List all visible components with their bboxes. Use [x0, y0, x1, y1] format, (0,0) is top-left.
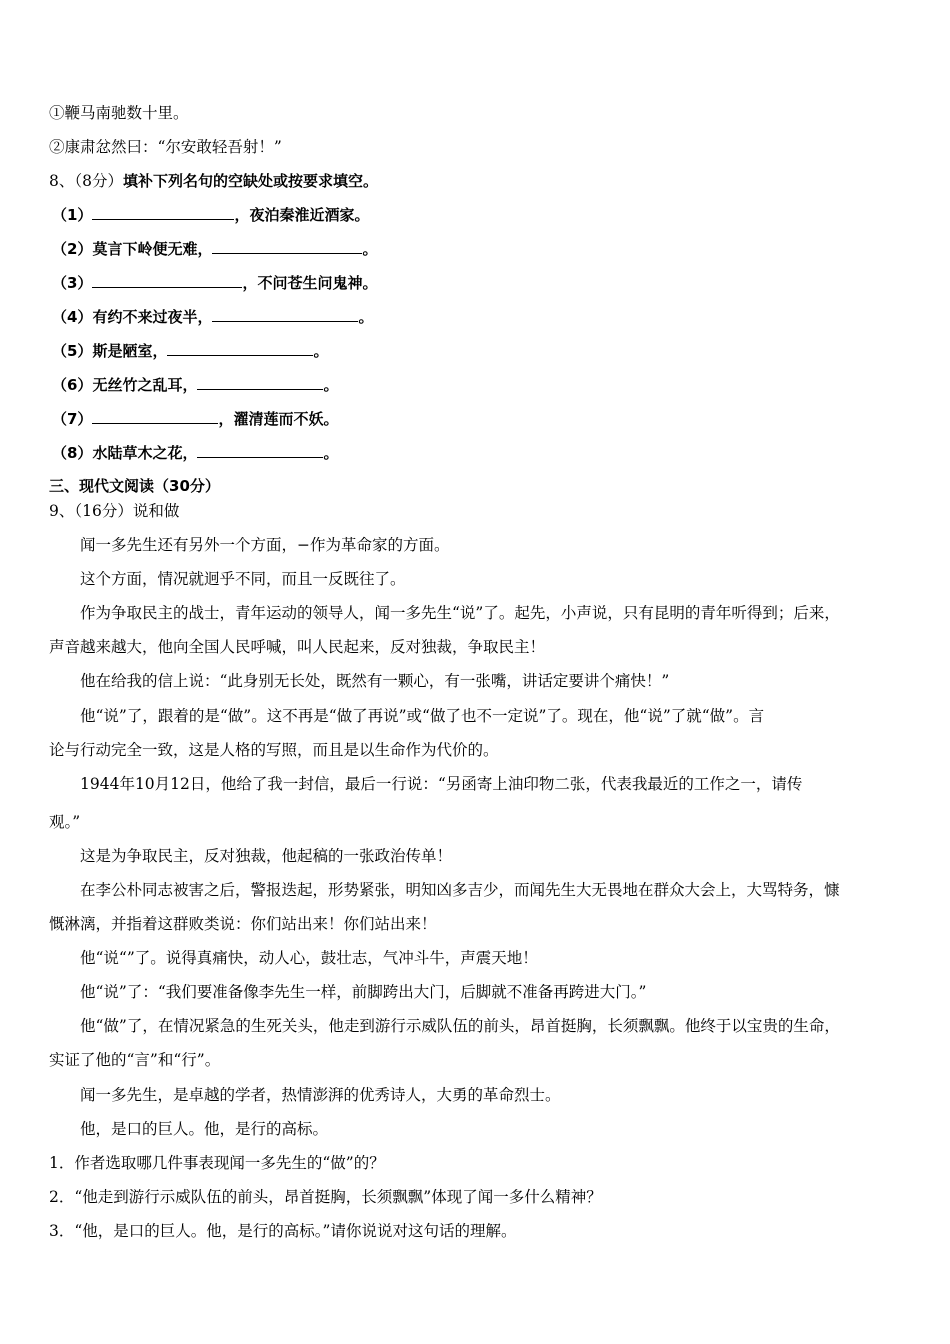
- q8-item-5: [52, 341, 328, 361]
- item-text: 斯是陋室，: [92, 342, 168, 360]
- q8-instruction: 填补下列名句的空缺处或按要求填空。: [123, 172, 379, 190]
- item-number: （3）: [52, 274, 93, 292]
- passage-line: 他“说”了，跟着的是“做”。这不再是“做了再说”或“做了也不一定说”了。现在，他“说”了就“做”。言: [80, 707, 765, 725]
- passage-line: 他“说”了：“我们要准备像李先生一样，前脚跨出大门，后脚就不准备再跨进大门。”: [80, 983, 647, 1001]
- passage-line: 在李公朴同志被害之后，警报迭起，形势紧张，明知凶多吉少，而闻先生大无畏地在群众大会上，大骂特务，慷: [80, 881, 840, 899]
- passage-line: 观。”: [49, 813, 81, 831]
- passage-line: 1944年10月12日，他给了我一封信，最后一行说：“另函寄上油印物二张，代表我最近的工作之一，请传: [80, 775, 803, 793]
- q9-header: 9、（16分）说和做: [49, 502, 180, 520]
- item-number: （5）: [52, 342, 93, 360]
- q8-item-4: [52, 307, 373, 327]
- passage-line: 他“做”了，在情况紧急的生死关头，他走到游行示威队伍的前头，昂首挺胸，长须飘飘。他终于以宝贵的生命，: [80, 1017, 840, 1035]
- q8-item-1: [52, 205, 369, 225]
- answer-blank[interactable]: [92, 273, 242, 288]
- q8-score: （8分）: [74, 172, 123, 190]
- q8-item-3: [52, 273, 377, 293]
- item-text-end: 。: [313, 342, 329, 360]
- answer-blank[interactable]: [197, 375, 323, 390]
- q7-sentence-2: ②康肃忿然曰：“尔安敢轻吾射！”: [49, 138, 282, 156]
- answer-blank[interactable]: [212, 307, 358, 322]
- answer-blank[interactable]: [167, 341, 313, 356]
- item-number: （6）: [52, 376, 93, 394]
- item-number: （1）: [52, 206, 93, 224]
- passage-line: 实证了他的“言”和“行”。: [49, 1051, 221, 1069]
- q8-item-6: [52, 375, 338, 395]
- sub-question-1: 1．作者选取哪几件事表现闻一多先生的“做”的？: [49, 1154, 385, 1172]
- passage-line: 闻一多先生，是卓越的学者，热情澎湃的优秀诗人，大勇的革命烈士。: [80, 1086, 561, 1104]
- answer-blank[interactable]: [197, 443, 323, 458]
- passage-line: 慨淋漓，并指着这群败类说：你们站出来！你们站出来！: [49, 915, 437, 933]
- sub-question-3: 3．“他，是口的巨人。他，是行的高标。”请你说说对这句话的理解。: [49, 1222, 517, 1240]
- passage-line: 闻一多先生还有另外一个方面，−作为革命家的方面。: [80, 536, 450, 554]
- item-text-end: 。: [362, 240, 378, 258]
- sub-question-2: 2．“他走到游行示威队伍的前头，昂首挺胸，长须飘飘”体现了闻一多什么精神？: [49, 1188, 602, 1206]
- q8-header: [49, 171, 378, 191]
- passage-line: 声音越来越大，他向全国人民呼喊，叫人民起来，反对独裁，争取民主！: [49, 638, 546, 656]
- answer-blank[interactable]: [92, 205, 234, 220]
- answer-blank[interactable]: [212, 239, 362, 254]
- passage-line: 作为争取民主的战士，青年运动的领导人，闻一多先生“说”了。起先，小声说，只有昆明的青年听得到；后来，: [80, 604, 840, 622]
- item-text: 莫言下岭便无难，: [92, 240, 213, 258]
- item-text: ，濯清莲而不妖。: [218, 410, 339, 428]
- section-heading: 三、现代文阅读（30分）: [49, 477, 220, 495]
- item-text-end: 。: [358, 308, 374, 326]
- passage-line: 这是为争取民主，反对独裁，他起稿的一张政治传单！: [80, 847, 453, 865]
- passage-line: 这个方面，情况就迥乎不同，而且一反既往了。: [80, 570, 406, 588]
- q7-sentence-1: ①鞭马南驰数十里。: [49, 104, 189, 122]
- item-text: ，不问苍生问鬼神。: [242, 274, 378, 292]
- item-number: （8）: [52, 444, 93, 462]
- item-text: ，夜泊秦淮近酒家。: [234, 206, 370, 224]
- item-number: （2）: [52, 240, 93, 258]
- passage-line: 他，是口的巨人。他，是行的高标。: [80, 1120, 329, 1138]
- passage-line: 他在给我的信上说：“此身别无长处，既然有一颗心，有一张嘴，讲话定要讲个痛快！”: [80, 672, 670, 690]
- answer-blank[interactable]: [92, 409, 218, 424]
- q8-item-2: [52, 239, 377, 259]
- passage-line: 论与行动完全一致，这是人格的写照，而且是以生命作为代价的。: [49, 741, 499, 759]
- item-text: 水陆草木之花，: [92, 444, 198, 462]
- item-text: 无丝竹之乱耳，: [92, 376, 198, 394]
- item-text-end: 。: [323, 376, 339, 394]
- q8-item-8: [52, 443, 338, 463]
- passage-line: 他“说“”了。说得真痛快，动人心，鼓壮志，气冲斗牛，声震天地！: [80, 949, 538, 967]
- item-text-end: 。: [323, 444, 339, 462]
- item-number: （4）: [52, 308, 93, 326]
- q8-number: 8、: [49, 172, 75, 190]
- item-text: 有约不来过夜半，: [92, 308, 213, 326]
- item-number: （7）: [52, 410, 93, 428]
- q8-item-7: [52, 409, 338, 429]
